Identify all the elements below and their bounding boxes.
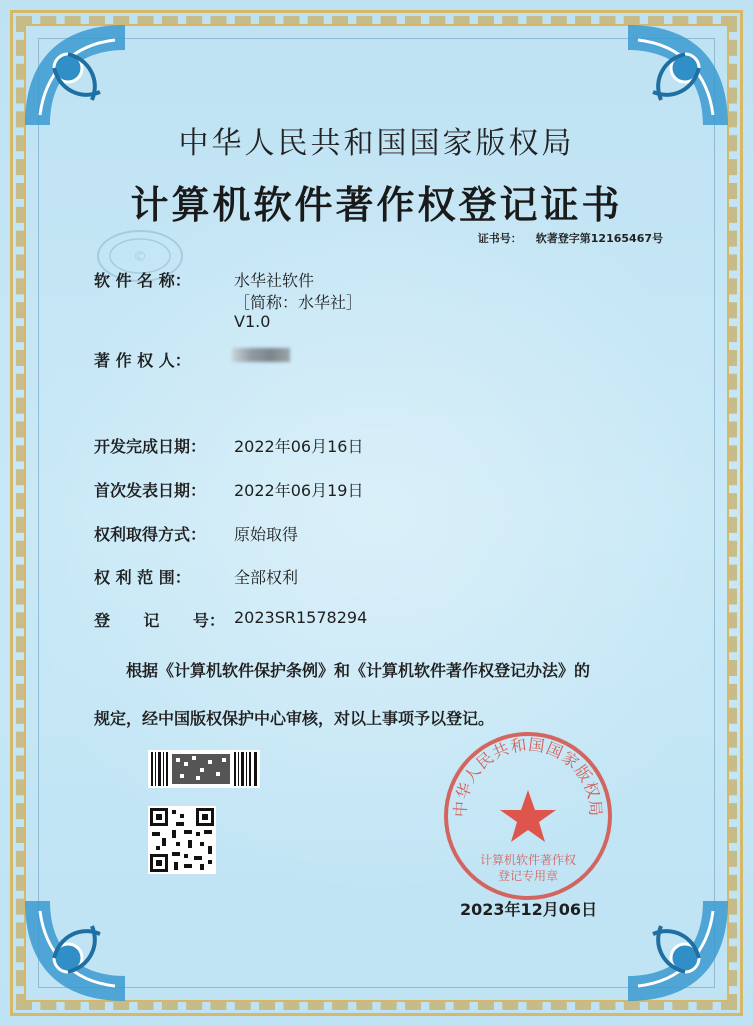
corner-ornament-icon <box>20 20 130 130</box>
statement-line-1: 根据《计算机软件保护条例》和《计算机软件著作权登记办法》的 <box>126 661 591 680</box>
scope-value: 全部权利 <box>234 568 299 587</box>
scope-label: 权 利 范 围： <box>94 568 191 587</box>
acquisition-method-label: 权利取得方式： <box>94 525 207 544</box>
redacted-owner-name <box>232 348 290 362</box>
first-publish-date-row <box>94 478 364 501</box>
authority-title: 中华人民共和国国家版权局 <box>178 126 575 161</box>
svg-text:©: © <box>133 249 147 265</box>
registration-number-value: 2023SR1578294 <box>234 608 368 627</box>
certificate-number-value: 软著登字第12165467号 <box>535 232 663 245</box>
acquisition-method-row <box>94 522 299 545</box>
completion-date-row <box>94 434 364 457</box>
seal-outer-text: 中华人民共和国国家版权局 <box>450 734 606 818</box>
software-short-name: ［简称：水华社］ <box>234 293 363 312</box>
corner-ornament-icon <box>20 896 130 1006</box>
software-name-label: 软 件 名 称： <box>94 271 191 290</box>
official-seal-icon <box>440 728 616 904</box>
corner-ornament-icon <box>623 20 733 130</box>
software-name-value: 水华社软件 <box>234 271 315 290</box>
completion-date-label: 开发完成日期： <box>94 437 207 456</box>
registration-number-row <box>94 608 368 631</box>
first-publish-date-value: 2022年06月19日 <box>234 481 364 500</box>
seal-inner-line-2: 登记专用章 <box>497 869 559 883</box>
certificate-number <box>478 230 663 246</box>
software-name-row <box>94 268 315 291</box>
statement-line-2: 规定，经中国版权保护中心审核，对以上事项予以登记。 <box>94 709 495 728</box>
seal-inner-line-1: 计算机软件著作权 <box>479 853 577 867</box>
scope-row <box>94 565 299 588</box>
corner-ornament-icon <box>623 896 733 1006</box>
copyright-owner-row <box>94 348 232 371</box>
qr-code-icon <box>148 806 216 874</box>
acquisition-method-value: 原始取得 <box>234 525 299 544</box>
certificate-number-label: 证书号： <box>477 232 522 245</box>
certificate-title: 计算机软件著作权登记证书 <box>130 183 623 227</box>
completion-date-value: 2022年06月16日 <box>234 437 364 456</box>
copyright-owner-label: 著 作 权 人： <box>94 351 191 370</box>
software-version: V1.0 <box>234 312 271 331</box>
registration-number-label: 登 记 号： <box>94 611 225 630</box>
first-publish-date-label: 首次发表日期： <box>94 481 207 500</box>
barcode-icon <box>148 750 260 788</box>
issue-date: 2023年12月06日 <box>460 900 598 919</box>
